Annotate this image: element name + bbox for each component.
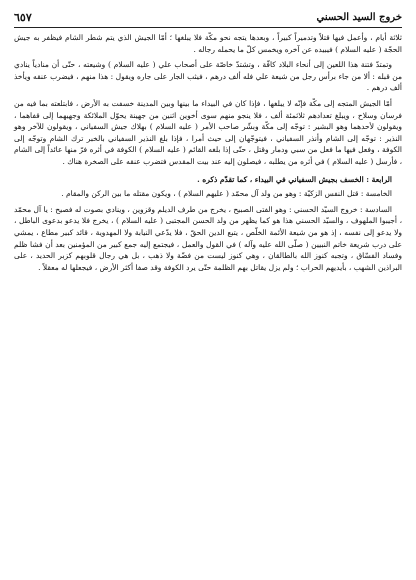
header-rule bbox=[14, 27, 402, 28]
page-body bbox=[14, 32, 402, 574]
paragraph: أمّا الجيش المتجه إلى مكّة فإنّه لا يبلغها ، فإذا كان في البيداء ما بينها وبين المدينة خسفت به الأرض ، فابتلعته بما فيه من فرسان وسلاح ، ويبلغ تعدادهم ثلاثمئة ألف ، فلا ينجو منهم سوى أخوين اثنين من جهينة يحوّل الملائكة وجهيهما إلى قفاهما ، ويقولون لأحدهما وهو البشير : توجّه إلى مكّة وبشّر صاحب الأمر ( عليه السلام ) بهلاك جيش السفياني ، ويقولون للآخر وهو النذير : توجّه إلى الشام وأنذر السفياني ، فيتوجّهان إلى حيث أمرا ، فإذا بلغ النذير السفياني بالخبر ترك الشام وتوجّه إلى الكوفة ، وفعل فيها ما فعل من سبي ودمار وقتل ، حتّى إذا بلغه القائم ( عليه السلام ) الكوفة في أثره فرّ منها عائداً إلى الشام ، فأرسل ( عليه السلام ) في أثره من يطلبه ، فيصلون إليه عند بيت المقدس فتضرب عنقه على الصخرة هناك . bbox=[14, 98, 402, 166]
paragraph-fifth: الخامسة : قتل النفس الزكيّة : وهو من ولد آل محمّد ( عليهم السلام ) ، ويكون مقتله ما بين الركن والمقام . bbox=[61, 189, 392, 199]
page-number: ٦٥٧ bbox=[14, 10, 32, 24]
running-header bbox=[14, 8, 402, 26]
section-heading-fourth: الرابعة : الخسف بجيش السفياني في البيداء ، كما تقدّم ذكره . bbox=[197, 174, 392, 184]
paragraph: وتمتدّ فتنة هذا اللعين إلى أنحاء البلاد كافّة ، وتشتدّ خاصّة على أصحاب علي ( عليه السلام ) وشيعته ، حتّى أن منادياً ينادي من قبله : ألا من جاء برأس رجل من شيعة علي فله ألف درهم ، فيثب الجار على جاره ويقول : هذا منهم ، فيضرب عنقه ويأخذ ألف درهم . bbox=[14, 60, 402, 93]
paragraph-continuation: ثلاثة أيام ، وأعمل فيها قتلاً وتدميراً كبيراً ، وبعدها يتجه نحو مكّة فلا يبلغها ؛ أمّا الجيش الذي يتم شطر الشام فيظفر به جيش الحجّة ( عليه السلام ) فيبيده عن آخره ويخمس كلّ ما يحمله رجاله . bbox=[14, 33, 402, 54]
header-title: خروج السيد الحسني bbox=[316, 11, 402, 23]
paragraph-sixth: السادسة : خروج السيّد الحسني : وهو الفتى الصبيح ، يخرج من طرف الديلم وقزوين ، وينادي بصوت له فصيح : يا آل محمّد ، أجيبوا الملهوف ، والسيّد الحسني هذا هو كما يظهر من ولد الحسن المجتبى ( عليه السلام ) ، يخرج فلا يدعو بدعوى الباطل ، ولا يدعو إلى نفسه ، إذ هو من شيعة الأئمة الخلّص ، يتبع الدين الحقّ ، فلا يدّعي النيابة ولا المهدوية ، قائد كبير مطاع ، يمشي على درب شريعة خاتم النبيين ( صلّى الله عليه وآله ) في القول والعمل ، فيجتمع إليه جمع كبير من المؤمنين بعد أن فشا ظلم وفساد الفسّاق ، وتجبه كنوز الله بالطالقان ، وهي كنوز ليست من فضّة ولا ذهب ، بل هي رجال قلوبهم كزبر الحديد ، على البراذين الشهب ، بأيديهم الحراب ؛ ولم يزل يقاتل بهم الظلمة حتّى يرد الكوفة وقد صفا أكثر الأرض ، فيجعلها له معقلاً . bbox=[14, 204, 402, 272]
